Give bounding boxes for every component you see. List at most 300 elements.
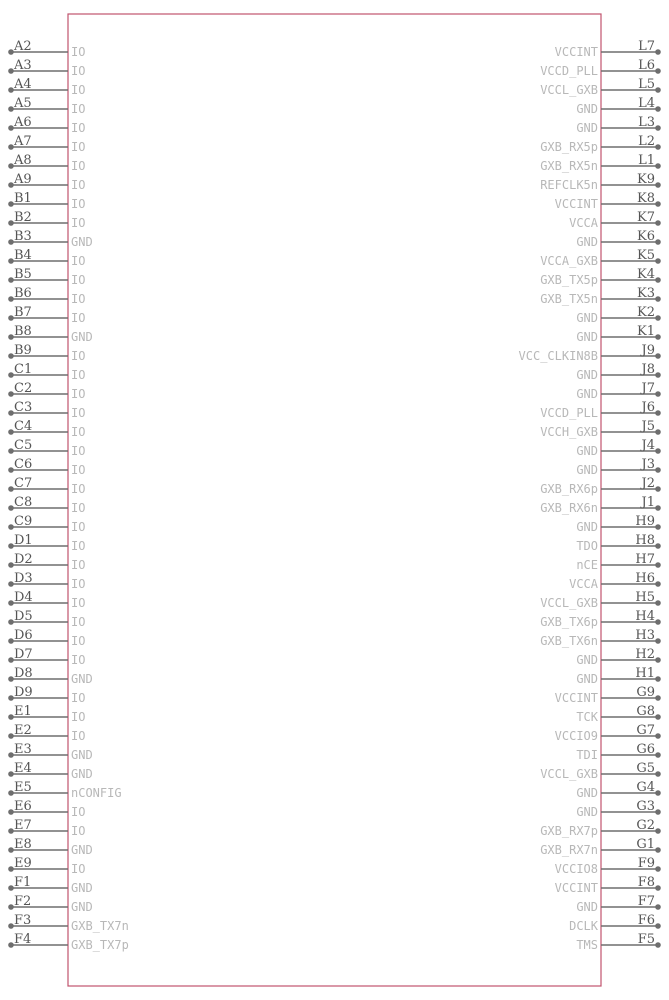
pin-name: IO <box>71 634 86 648</box>
pin-number: J6 <box>641 400 655 415</box>
pin-number: G9 <box>636 685 655 700</box>
pin-G9 <box>555 685 661 705</box>
pin-name: nCONFIG <box>71 786 122 800</box>
pin-D2 <box>8 552 85 572</box>
pin-name: TDO <box>576 539 598 553</box>
pin-number: A8 <box>14 153 32 168</box>
pin-end-dot <box>655 49 661 55</box>
pin-number: L3 <box>638 115 655 130</box>
pin-F2 <box>8 894 92 914</box>
pin-name: IO <box>71 102 86 116</box>
pin-end-dot <box>8 733 14 739</box>
pin-K1 <box>576 324 660 344</box>
pin-end-dot <box>655 923 661 929</box>
pin-number: F3 <box>14 913 32 928</box>
pin-name: TCK <box>576 710 598 724</box>
pin-number: H1 <box>635 666 655 681</box>
pin-end-dot <box>8 486 14 492</box>
pin-end-dot <box>655 847 661 853</box>
pin-name: IO <box>71 159 86 173</box>
pin-end-dot <box>655 144 661 150</box>
pin-name: GXB_TX5p <box>540 273 598 287</box>
pin-end-dot <box>655 600 661 606</box>
pin-number: D7 <box>14 647 33 662</box>
pin-number: G1 <box>636 837 655 852</box>
pin-end-dot <box>655 429 661 435</box>
pin-end-dot <box>8 619 14 625</box>
pin-number: C6 <box>14 457 33 472</box>
pin-end-dot <box>8 182 14 188</box>
pin-name: IO <box>71 691 86 705</box>
pin-name: IO <box>71 216 86 230</box>
pin-number: L7 <box>638 39 655 54</box>
pin-number: C5 <box>14 438 33 453</box>
pin-G4 <box>576 780 660 800</box>
pin-name: IO <box>71 178 86 192</box>
pin-name: IO <box>71 482 86 496</box>
pin-end-dot <box>655 904 661 910</box>
pin-name: IO <box>71 805 86 819</box>
pin-number: J7 <box>641 381 655 396</box>
pin-number: D6 <box>14 628 33 643</box>
pin-name: VCCD_PLL <box>540 64 598 78</box>
pin-name: VCCL_GXB <box>540 83 598 97</box>
pin-end-dot <box>655 486 661 492</box>
pin-end-dot <box>8 448 14 454</box>
pin-H8 <box>576 533 660 553</box>
pin-number: F9 <box>637 856 655 871</box>
pin-number: G8 <box>636 704 655 719</box>
pin-name: GXB_RX7p <box>540 824 598 838</box>
pin-D1 <box>8 533 85 553</box>
pin-name: GND <box>71 767 93 781</box>
pin-D7 <box>8 647 85 667</box>
pin-H9 <box>576 514 660 534</box>
pin-name: VCCA_GXB <box>540 254 598 268</box>
pin-number: F4 <box>14 932 32 947</box>
pin-name: GND <box>576 653 598 667</box>
pin-name: VCCL_GXB <box>540 767 598 781</box>
pin-name: GXB_RX6n <box>540 501 598 515</box>
pin-end-dot <box>8 467 14 473</box>
pin-B9 <box>8 343 85 363</box>
pin-end-dot <box>8 524 14 530</box>
pin-C2 <box>8 381 85 401</box>
pin-number: D5 <box>14 609 33 624</box>
pin-B3 <box>8 229 92 249</box>
pin-D3 <box>8 571 85 591</box>
pin-name: GND <box>576 235 598 249</box>
pin-name: IO <box>71 368 86 382</box>
pin-G3 <box>576 799 660 819</box>
pin-end-dot <box>655 448 661 454</box>
pin-end-dot <box>8 790 14 796</box>
pin-end-dot <box>655 505 661 511</box>
pin-end-dot <box>655 410 661 416</box>
pin-name: GXB_TX5n <box>540 292 598 306</box>
pin-number: H5 <box>635 590 655 605</box>
pin-number: K5 <box>637 248 655 263</box>
pin-L4 <box>576 96 660 116</box>
pin-name: VCCD_PLL <box>540 406 598 420</box>
pin-end-dot <box>8 771 14 777</box>
pin-end-dot <box>655 315 661 321</box>
pin-number: K6 <box>637 229 655 244</box>
pin-J4 <box>576 438 660 458</box>
pin-E6 <box>8 799 85 819</box>
pin-end-dot <box>8 904 14 910</box>
pin-C7 <box>8 476 85 496</box>
pin-number: C8 <box>14 495 33 510</box>
pin-number: H9 <box>635 514 655 529</box>
pin-end-dot <box>655 562 661 568</box>
pin-end-dot <box>655 771 661 777</box>
pin-D8 <box>8 666 92 686</box>
pin-end-dot <box>8 714 14 720</box>
pin-D5 <box>8 609 85 629</box>
pin-A5 <box>8 96 85 116</box>
pin-name: TMS <box>576 938 598 952</box>
pin-end-dot <box>655 239 661 245</box>
pin-F6 <box>569 913 661 933</box>
pin-B8 <box>8 324 92 344</box>
pin-end-dot <box>8 866 14 872</box>
pin-number: J8 <box>641 362 655 377</box>
pin-F1 <box>8 875 92 895</box>
pin-name: IO <box>71 121 86 135</box>
pin-name: IO <box>71 463 86 477</box>
pin-name: IO <box>71 406 86 420</box>
pin-C9 <box>8 514 85 534</box>
pin-H7 <box>576 552 660 572</box>
pin-name: IO <box>71 387 86 401</box>
pin-end-dot <box>655 942 661 948</box>
pin-name: VCCINT <box>554 881 598 895</box>
pin-end-dot <box>655 201 661 207</box>
pin-number: F5 <box>637 932 655 947</box>
pin-name: GND <box>576 444 598 458</box>
pin-name: GXB_TX6n <box>540 634 598 648</box>
pin-name: TDI <box>576 748 598 762</box>
pin-name: IO <box>71 596 86 610</box>
pin-number: L5 <box>638 77 655 92</box>
pin-name: GND <box>576 520 598 534</box>
pin-name: IO <box>71 292 86 306</box>
pin-end-dot <box>8 942 14 948</box>
pin-end-dot <box>655 733 661 739</box>
pin-end-dot <box>655 524 661 530</box>
pin-number: L1 <box>638 153 655 168</box>
pin-name: GND <box>576 330 598 344</box>
pin-number: A9 <box>14 172 32 187</box>
pin-name: IO <box>71 254 86 268</box>
pin-end-dot <box>655 809 661 815</box>
pin-number: H2 <box>635 647 655 662</box>
pin-name: IO <box>71 539 86 553</box>
pin-number: L6 <box>638 58 655 73</box>
pin-end-dot <box>655 258 661 264</box>
pin-end-dot <box>8 372 14 378</box>
pin-number: A2 <box>14 39 32 54</box>
pin-A4 <box>8 77 85 97</box>
pin-number: J2 <box>641 476 655 491</box>
pin-name: IO <box>71 425 86 439</box>
pin-B4 <box>8 248 85 268</box>
pin-number: G5 <box>636 761 655 776</box>
pin-number: G6 <box>636 742 655 757</box>
pin-end-dot <box>655 277 661 283</box>
pin-L7 <box>555 39 661 59</box>
pin-number: C2 <box>14 381 33 396</box>
pin-name: IO <box>71 83 86 97</box>
right-pin-column <box>519 39 661 952</box>
pin-end-dot <box>8 315 14 321</box>
pin-number: B1 <box>14 191 32 206</box>
pin-end-dot <box>655 657 661 663</box>
component-body <box>68 14 601 986</box>
pin-K7 <box>569 210 661 230</box>
pin-number: G2 <box>636 818 655 833</box>
pin-E7 <box>8 818 85 838</box>
pin-name: GND <box>576 121 598 135</box>
pin-number: A6 <box>14 115 32 130</box>
pin-B1 <box>8 191 85 211</box>
pin-end-dot <box>8 505 14 511</box>
pin-H6 <box>569 571 661 591</box>
pin-D9 <box>8 685 85 705</box>
pin-end-dot <box>655 353 661 359</box>
pin-name: VCCIO8 <box>554 862 598 876</box>
pin-name: GND <box>576 387 598 401</box>
pin-end-dot <box>655 296 661 302</box>
pin-number: H7 <box>635 552 655 567</box>
pin-name: IO <box>71 349 86 363</box>
pin-end-dot <box>655 752 661 758</box>
pin-name: IO <box>71 311 86 325</box>
pin-end-dot <box>8 163 14 169</box>
pin-number: A5 <box>14 96 32 111</box>
pin-number: K8 <box>637 191 655 206</box>
pin-name: IO <box>71 577 86 591</box>
pin-C5 <box>8 438 85 458</box>
pin-number: B4 <box>14 248 32 263</box>
pin-end-dot <box>8 144 14 150</box>
pin-name: GND <box>576 805 598 819</box>
pin-end-dot <box>8 581 14 587</box>
pin-number: B7 <box>14 305 32 320</box>
pin-name: IO <box>71 197 86 211</box>
pin-number: E1 <box>14 704 32 719</box>
pin-F9 <box>555 856 661 876</box>
pin-end-dot <box>8 87 14 93</box>
pin-H1 <box>576 666 660 686</box>
pin-E9 <box>8 856 85 876</box>
pin-number: E8 <box>14 837 32 852</box>
pin-number: J1 <box>641 495 655 510</box>
pin-name: VCCA <box>569 216 598 230</box>
pin-end-dot <box>8 201 14 207</box>
pin-name: IO <box>71 615 86 629</box>
pin-end-dot <box>655 68 661 74</box>
pin-number: G3 <box>636 799 655 814</box>
pin-end-dot <box>8 106 14 112</box>
pin-end-dot <box>8 277 14 283</box>
pin-number: B6 <box>14 286 32 301</box>
pin-B6 <box>8 286 85 306</box>
pin-name: GXB_RX5n <box>540 159 598 173</box>
pin-end-dot <box>655 372 661 378</box>
pin-name: IO <box>71 140 86 154</box>
pin-end-dot <box>655 163 661 169</box>
pin-F5 <box>576 932 660 952</box>
pin-name: GND <box>576 102 598 116</box>
pin-number: K7 <box>637 210 655 225</box>
pin-name: VCCL_GXB <box>540 596 598 610</box>
pin-end-dot <box>8 600 14 606</box>
pin-number: C9 <box>14 514 33 529</box>
pin-J3 <box>576 457 660 477</box>
pin-end-dot <box>655 125 661 131</box>
pin-end-dot <box>655 581 661 587</box>
pin-name: GXB_RX6p <box>540 482 598 496</box>
pin-number: E9 <box>14 856 32 871</box>
pin-end-dot <box>8 334 14 340</box>
pin-number: H3 <box>635 628 655 643</box>
pin-number: L2 <box>638 134 655 149</box>
pin-end-dot <box>8 68 14 74</box>
pin-number: H8 <box>635 533 655 548</box>
pin-A3 <box>8 58 85 78</box>
pin-J9 <box>519 343 661 363</box>
pin-C6 <box>8 457 85 477</box>
pin-number: K9 <box>637 172 655 187</box>
pin-name: IO <box>71 273 86 287</box>
pin-name: VCCINT <box>554 197 598 211</box>
pin-name: VCC_CLKIN8B <box>518 349 598 363</box>
pin-name: GND <box>71 748 93 762</box>
pin-name: GND <box>576 900 598 914</box>
pin-end-dot <box>8 676 14 682</box>
pin-end-dot <box>655 790 661 796</box>
pin-name: GND <box>576 368 598 382</box>
pin-name: IO <box>71 653 86 667</box>
pin-name: GND <box>576 311 598 325</box>
pin-G8 <box>576 704 660 724</box>
pin-number: J9 <box>641 343 655 358</box>
pin-B2 <box>8 210 85 230</box>
pin-A2 <box>8 39 85 59</box>
pin-name: GND <box>71 672 93 686</box>
pin-name: GND <box>576 786 598 800</box>
pin-C4 <box>8 419 85 439</box>
pin-number: D2 <box>14 552 33 567</box>
pin-number: E5 <box>14 780 32 795</box>
pin-C8 <box>8 495 85 515</box>
pin-end-dot <box>655 391 661 397</box>
pin-name: IO <box>71 824 86 838</box>
pin-end-dot <box>655 866 661 872</box>
pin-name: GND <box>576 672 598 686</box>
pin-end-dot <box>655 695 661 701</box>
pin-number: D8 <box>14 666 33 681</box>
pin-number: J4 <box>641 438 655 453</box>
pin-A9 <box>8 172 85 192</box>
pin-end-dot <box>655 87 661 93</box>
pin-end-dot <box>655 182 661 188</box>
pin-end-dot <box>8 353 14 359</box>
pin-G6 <box>576 742 660 762</box>
pin-name: GXB_TX6p <box>540 615 598 629</box>
pin-end-dot <box>8 847 14 853</box>
pin-number: C7 <box>14 476 33 491</box>
pin-name: VCCA <box>569 577 598 591</box>
pin-end-dot <box>655 638 661 644</box>
pin-end-dot <box>655 828 661 834</box>
pin-number: D9 <box>14 685 33 700</box>
pin-end-dot <box>655 676 661 682</box>
pin-L3 <box>576 115 660 135</box>
pin-number: F1 <box>14 875 32 890</box>
pin-end-dot <box>8 125 14 131</box>
pin-name: GND <box>71 330 93 344</box>
pin-end-dot <box>8 258 14 264</box>
pin-number: K2 <box>637 305 655 320</box>
pin-C1 <box>8 362 85 382</box>
pin-end-dot <box>8 657 14 663</box>
pin-name: VCCIO9 <box>554 729 598 743</box>
pin-number: G7 <box>636 723 655 738</box>
pin-end-dot <box>655 619 661 625</box>
pin-name: GXB_RX7n <box>540 843 598 857</box>
pin-name: IO <box>71 558 86 572</box>
pin-F7 <box>576 894 660 914</box>
pin-F8 <box>555 875 661 895</box>
pin-name: IO <box>71 45 86 59</box>
pin-number: F2 <box>14 894 32 909</box>
pin-number: B3 <box>14 229 32 244</box>
pin-name: IO <box>71 501 86 515</box>
pin-name: GXB_RX5p <box>540 140 598 154</box>
pin-number: C1 <box>14 362 33 377</box>
pin-end-dot <box>8 239 14 245</box>
pin-name: IO <box>71 64 86 78</box>
pin-name: GND <box>71 900 93 914</box>
pin-name: IO <box>71 520 86 534</box>
pin-name: VCCINT <box>554 691 598 705</box>
pin-end-dot <box>8 220 14 226</box>
pin-number: A7 <box>14 134 32 149</box>
pin-number: C3 <box>14 400 33 415</box>
pin-number: L4 <box>638 96 655 111</box>
pin-name: GND <box>71 881 93 895</box>
pin-E1 <box>8 704 85 724</box>
pin-number: H6 <box>635 571 655 586</box>
pin-end-dot <box>8 828 14 834</box>
pin-number: F6 <box>637 913 655 928</box>
pin-K6 <box>576 229 660 249</box>
pin-name: IO <box>71 444 86 458</box>
pin-end-dot <box>655 220 661 226</box>
pin-end-dot <box>8 429 14 435</box>
pin-G7 <box>555 723 661 743</box>
pin-E2 <box>8 723 85 743</box>
pin-name: VCCH_GXB <box>540 425 598 439</box>
pin-end-dot <box>8 543 14 549</box>
pin-name: GND <box>71 843 93 857</box>
pin-number: E6 <box>14 799 32 814</box>
pin-name: nCE <box>576 558 598 572</box>
pin-K8 <box>555 191 661 211</box>
